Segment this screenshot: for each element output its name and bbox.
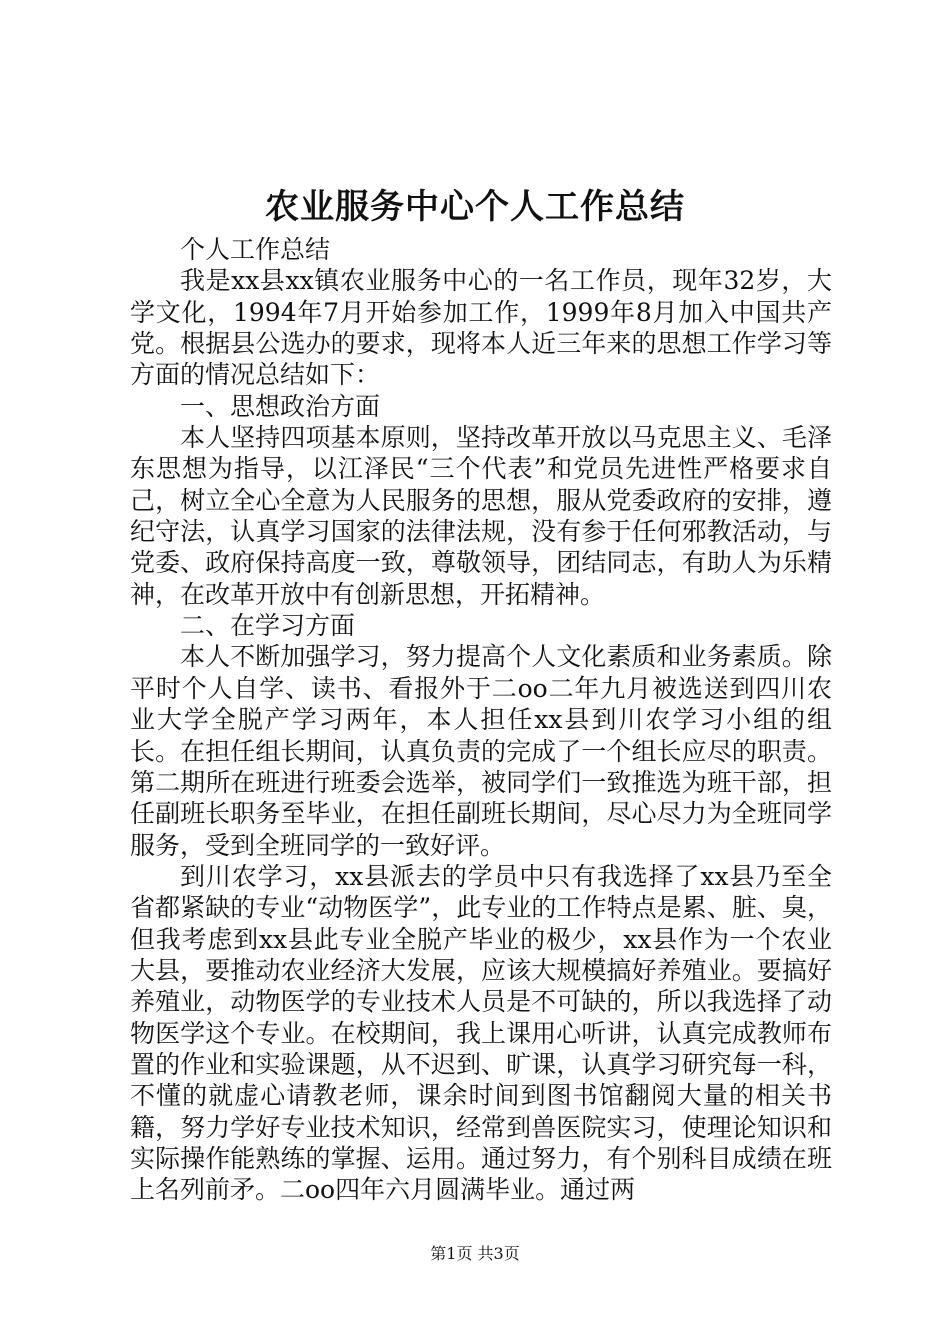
body-paragraph-political: 本人坚持四项基本原则，坚持改革开放以马克思主义、毛泽东思想为指导，以江泽民“三个代表”和党员先进性严格要求自己，树立全心全意为人民服务的思想，服从党委政府的安排，遵纪守法，认真学习国家的法律法规，没有参于任何邪教活动，与党委、政府保持高度一致，尊敬领导，团结同志，有助人为乐精神，在改革开放中有创新思想，开拓精神。 (130, 423, 832, 609)
body-paragraph-intro: 我是xx县xx镇农业服务中心的一名工作员，现年32岁，大学文化，1994年7月开始参加工作，1999年8月加入中国共产党。根据县公选办的要求，现将本人近三年来的思想工作学习等方面的情况总结如下： (130, 266, 832, 390)
page-number-footer: 第1页 共3页 (430, 1244, 520, 1263)
body-paragraph-heading: 个人工作总结 (180, 235, 331, 264)
document-title: 农业服务中心个人工作总结 (265, 187, 685, 227)
section-heading-political: 一、思想政治方面 (180, 391, 381, 421)
body-paragraph-study-1: 本人不断加强学习，努力提高个人文化素质和业务素质。除平时个人自学、读书、看报外于二oo二年九月被选送到四川农业大学全脱产学习两年，本人担任xx县到川农学习小组的组长。在担任组长期间，认真负责的完成了一个组长应尽的职责。第二期所在班进行班委会选举，被同学们一致推选为班干部，担任副班长职务至毕业，在担任副班长期间，尽心尽力为全班同学服务，受到全班同学的一致好评。 (130, 642, 832, 860)
body-paragraph-study-2: 到川农学习，xx县派去的学员中只有我选择了xx县乃至全省都紧缺的专业“动物医学”，此专业的工作特点是累、脏、臭，但我考虑到xx县此专业全脱产毕业的极少，xx县作为一个农业大县，要推动农业经济大发展，应该大规模搞好养殖业。要搞好养殖业，动物医学的专业技术人员是不可缺的，所以我选择了动物医学这个专业。在校期间，我上课用心听讲，认真完成教师布置的作业和实验课题，从不迟到、旷课，认真学习研究每一科，不懂的就虚心请教老师，课余时间到图书馆翻阅大量的相关书籍，努力学好专业技术知识，经常到兽医院实习，使理论知识和实际操作能熟练的掌握、运用。通过努力，有个别科目成绩在班上名列前矛。二oo四年六月圆满毕业。通过两 (130, 861, 832, 1205)
section-heading-study: 二、在学习方面 (180, 611, 356, 641)
document-body (130, 234, 832, 1206)
